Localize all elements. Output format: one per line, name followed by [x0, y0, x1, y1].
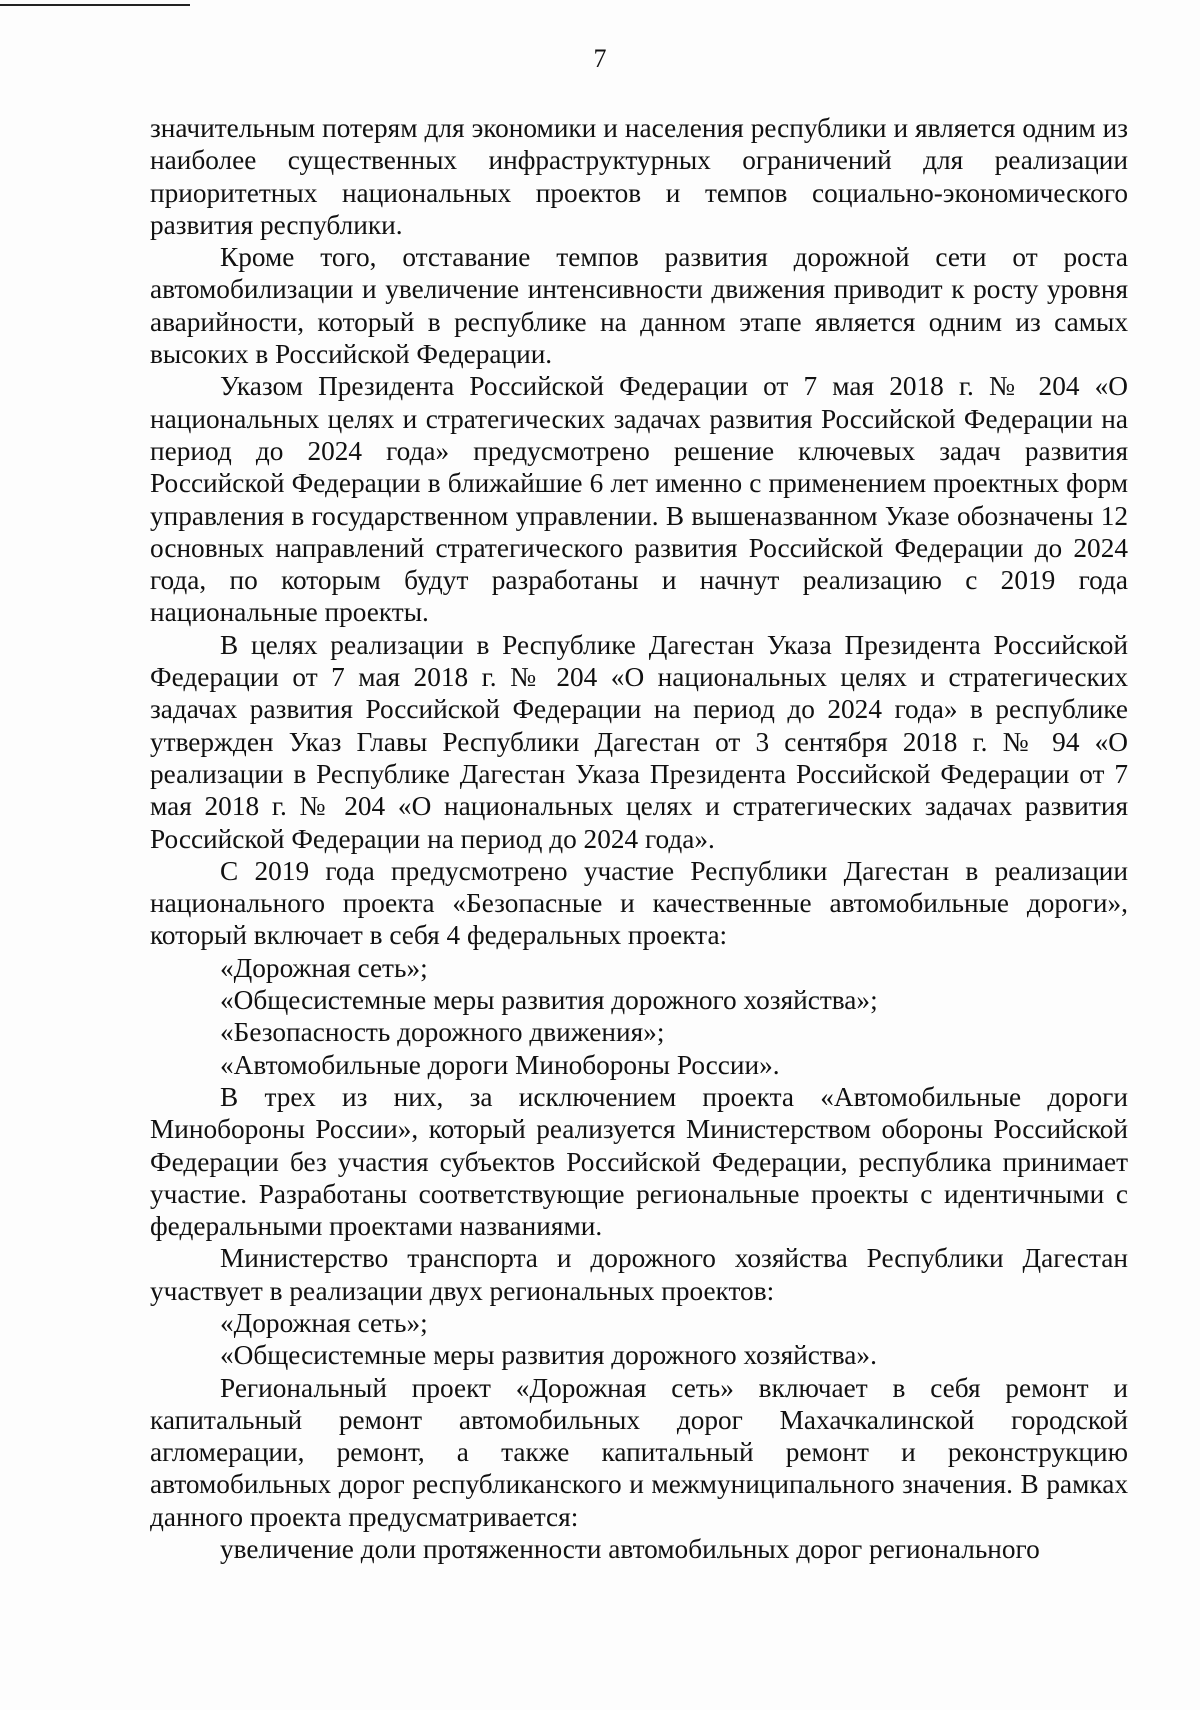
- list-item: «Автомобильные дороги Минобороны России».: [220, 1049, 780, 1080]
- document-body: [150, 112, 1128, 1565]
- paragraph: В трех из них, за исключением проекта «Автомобильные дороги Минобороны России», который реализуется Министерством обороны Российской Федерации без участия субъектов Российской Федерации, республика принимает участие. Разработаны соответствующие региональные проекты с идентичными с федеральными проектами названиями.: [150, 1081, 1128, 1242]
- paragraph-start: увеличение доли протяженности автомобильных дорог регионального: [220, 1534, 1040, 1565]
- list-item: «Дорожная сеть»;: [220, 1307, 428, 1338]
- paragraph: С 2019 года предусмотрено участие Республики Дагестан в реализации национального проекта «Безопасные и качественные автомобильные дороги», который включает в себя 4 федеральных проекта:: [150, 855, 1128, 951]
- list-item: «Общесистемные меры развития дорожного хозяйства»;: [220, 985, 878, 1016]
- paragraph: Региональный проект «Дорожная сеть» включает в себя ремонт и капитальный ремонт автомобильных дорог Махачкалинской городской агломерации, ремонт, а также капитальный ремонт и реконструкцию автомобильных дорог республиканского и межмуниципального значения. В рамках данного проекта предусматривается:: [150, 1372, 1128, 1532]
- scan-edge-mark: [0, 4, 190, 6]
- paragraph: Указом Президента Российской Федерации от 7 мая 2018 г. № 204 «О национальных целях и стратегических задачах развития Российской Федерации на период до 2024 года» предусмотрено решение ключевых задач развития Российской Федерации в ближайшие 6 лет именно с применением проектных форм управления в государственном управлении. В вышеназванном Указе обозначены 12 основных направлений стратегического развития Российской Федерации до 2024 года, по которым будут разработаны и начнут реализацию с 2019 года национальные проекты.: [150, 371, 1128, 628]
- paragraph-continuation: значительным потерям для экономики и населения республики и является одним из наиболее существенных инфраструктурных ограничений для реализации приоритетных национальных проектов и темпов социально-экономического развития республики.: [150, 113, 1128, 240]
- list-item: «Безопасность дорожного движения»;: [220, 1017, 665, 1048]
- list-item: «Общесистемные меры развития дорожного хозяйства».: [220, 1340, 877, 1371]
- paragraph: Министерство транспорта и дорожного хозяйства Республики Дагестан участвует в реализации двух региональных проектов:: [150, 1243, 1128, 1306]
- page-number: 7: [593, 44, 607, 73]
- list-item: «Дорожная сеть»;: [220, 952, 428, 983]
- paragraph: Кроме того, отставание темпов развития дорожной сети от роста автомобилизации и увеличение интенсивности движения приводит к росту уровня аварийности, который в республике на данном этапе является одним из самых высоких в Российской Федерации.: [150, 242, 1128, 370]
- paragraph: В целях реализации в Республике Дагестан Указа Президента Российской Федерации от 7 мая 2018 г. № 204 «О национальных целях и стратегических задачах развития Российской Федерации на период до 2024 года» в республике утвержден Указ Главы Республики Дагестан от 3 сентября 2018 г. № 94 «О реализации в Республике Дагестан Указа Президента Российской Федерации от 7 мая 2018 г. № 204 «О национальных целях и стратегических задачах развития Российской Федерации на период до 2024 года».: [150, 629, 1128, 854]
